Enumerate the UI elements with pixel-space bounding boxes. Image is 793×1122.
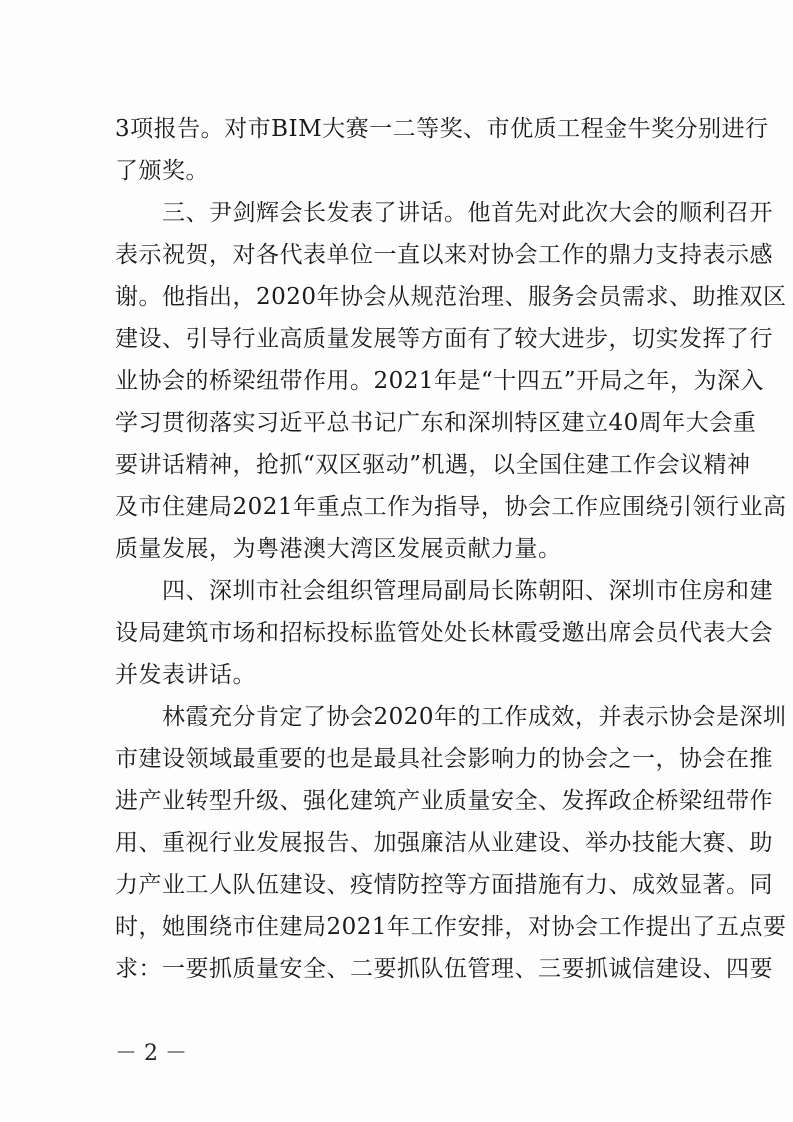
text-line: 谢。他指出，2020年协会从规范治理、服务会员需求、助推双区 bbox=[115, 284, 787, 310]
text-line: 学习贯彻落实习近平总书记广东和深圳特区建立40周年大会重 bbox=[115, 410, 757, 436]
text-line: 要讲话精神，抢抓“双区驱动”机遇，以全国住建工作会议精神 bbox=[115, 452, 751, 478]
text-line: 用、重视行业发展报告、加强廉洁从业建设、举办技能大赛、助 bbox=[115, 830, 773, 856]
text-line: 及市住建局2021年重点工作为指导，协会工作应围绕引领行业高 bbox=[115, 494, 787, 520]
text-line: 市建设领域最重要的也是最具社会影响力的协会之一，协会在推 bbox=[115, 746, 773, 772]
text-line: 求：一要抓质量安全、二要抓队伍管理、三要抓诚信建设、四要 bbox=[115, 956, 773, 982]
page-number: － 2 － bbox=[115, 1041, 187, 1066]
text-line: 建设、引导行业高质量发展等方面有了较大进步，切实发挥了行 bbox=[115, 326, 773, 352]
text-line: 设局建筑市场和招标投标监管处处长林霞受邀出席会员代表大会 bbox=[115, 620, 773, 646]
text-line: 了颁奖。 bbox=[115, 158, 209, 184]
text-line: 进产业转型升级、强化建筑产业质量安全、发挥政企桥梁纽带作 bbox=[115, 788, 773, 814]
text-line: 力产业工人队伍建设、疫情防控等方面措施有力、成效显著。同 bbox=[115, 872, 773, 898]
text-line: 四、深圳市社会组织管理局副局长陈朝阳、深圳市住房和建 bbox=[115, 578, 773, 604]
text-line: 并发表讲话。 bbox=[115, 662, 256, 688]
text-line: 表示祝贺，对各代表单位一直以来对协会工作的鼎力支持表示感 bbox=[115, 242, 773, 268]
text-line: 业协会的桥梁纽带作用。2021年是“十四五”开局之年，为深入 bbox=[115, 368, 765, 394]
text-line: 三、尹剑辉会长发表了讲话。他首先对此次大会的顺利召开 bbox=[115, 200, 773, 226]
text-line: 林霞充分肯定了协会2020年的工作成效，并表示协会是深圳 bbox=[115, 704, 787, 730]
text-line: 3项报告。对市BIM大赛一二等奖、市优质工程金牛奖分别进行 bbox=[115, 116, 769, 142]
text-line: 时，她围绕市住建局2021年工作安排，对协会工作提出了五点要 bbox=[115, 914, 787, 940]
text-line: 质量发展，为粤港澳大湾区发展贡献力量。 bbox=[115, 536, 562, 562]
